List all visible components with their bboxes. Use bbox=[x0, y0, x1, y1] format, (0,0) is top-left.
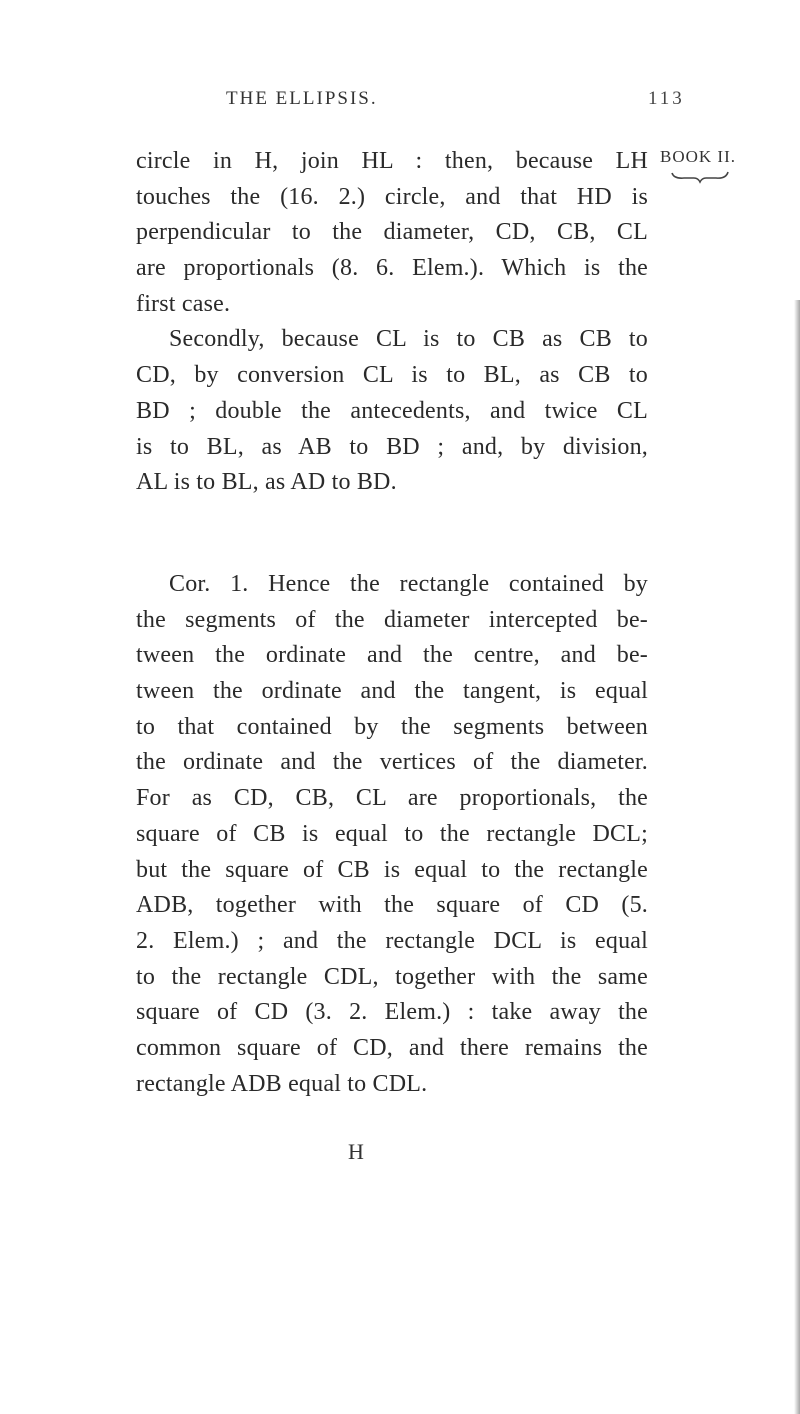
text-line: For as CD, CB, CL are proportionals, the bbox=[136, 785, 648, 812]
page-edge-shadow bbox=[794, 300, 800, 1414]
text-line: circle in H, join HL : then, because LH bbox=[136, 148, 648, 174]
corollary-label: Cor. 1. bbox=[169, 571, 249, 597]
text-line: Hence the rectangle contained by bbox=[268, 571, 649, 597]
text-line: but the square of CB is equal to the rectangle bbox=[136, 856, 648, 883]
text-line: common square of CD, and there remains the bbox=[136, 1034, 648, 1061]
text-line: tween the ordinate and the centre, and be- bbox=[136, 642, 648, 669]
catchword: H bbox=[348, 1139, 364, 1164]
text-line: AL is to BL, as AD to BD. bbox=[136, 469, 397, 496]
text-line: are proportionals (8. 6. Elem.). Which is the bbox=[136, 255, 648, 282]
text-line: is to BL, as AB to BD ; and, by division, bbox=[136, 433, 648, 460]
main-text-top bbox=[136, 144, 648, 501]
brace-icon bbox=[670, 170, 730, 184]
page-number: 113 bbox=[648, 88, 685, 109]
corollary-text bbox=[136, 567, 648, 1102]
text-line: rectangle ADB equal to CDL. bbox=[136, 1070, 428, 1097]
marginal-note: BOOK II. bbox=[660, 147, 736, 166]
text-line: square of CD (3. 2. Elem.) : take away the bbox=[136, 999, 648, 1026]
running-title: THE ELLIPSIS. bbox=[226, 88, 378, 109]
text-line: BD ; double the antecedents, and twice CL bbox=[136, 397, 648, 424]
text-line: Secondly, because CL is to CB as CB to bbox=[169, 326, 648, 353]
text-line: 2. Elem.) ; and the rectangle DCL is equal bbox=[136, 927, 648, 954]
text-line: square of CB is equal to the rectangle DCL; bbox=[136, 820, 648, 847]
text-line: ADB, together with the square of CD (5. bbox=[136, 892, 648, 919]
text-line: CD, by conversion CL is to BL, as CB to bbox=[136, 362, 648, 389]
text-line: tween the ordinate and the tangent, is equal bbox=[136, 678, 648, 705]
corollary-first-line bbox=[136, 567, 648, 603]
text-line: first case. bbox=[136, 290, 231, 317]
text-line: perpendicular to the diameter, CD, CB, CL bbox=[136, 219, 648, 246]
text-line: to that contained by the segments between bbox=[136, 713, 648, 740]
text-line: touches the (16. 2.) circle, and that HD is bbox=[136, 183, 648, 210]
running-head bbox=[0, 88, 800, 118]
text-line: the ordinate and the vertices of the diameter. bbox=[136, 749, 648, 776]
text-line: to the rectangle CDL, together with the same bbox=[136, 963, 648, 990]
text-line: the segments of the diameter intercepted be- bbox=[136, 606, 648, 633]
